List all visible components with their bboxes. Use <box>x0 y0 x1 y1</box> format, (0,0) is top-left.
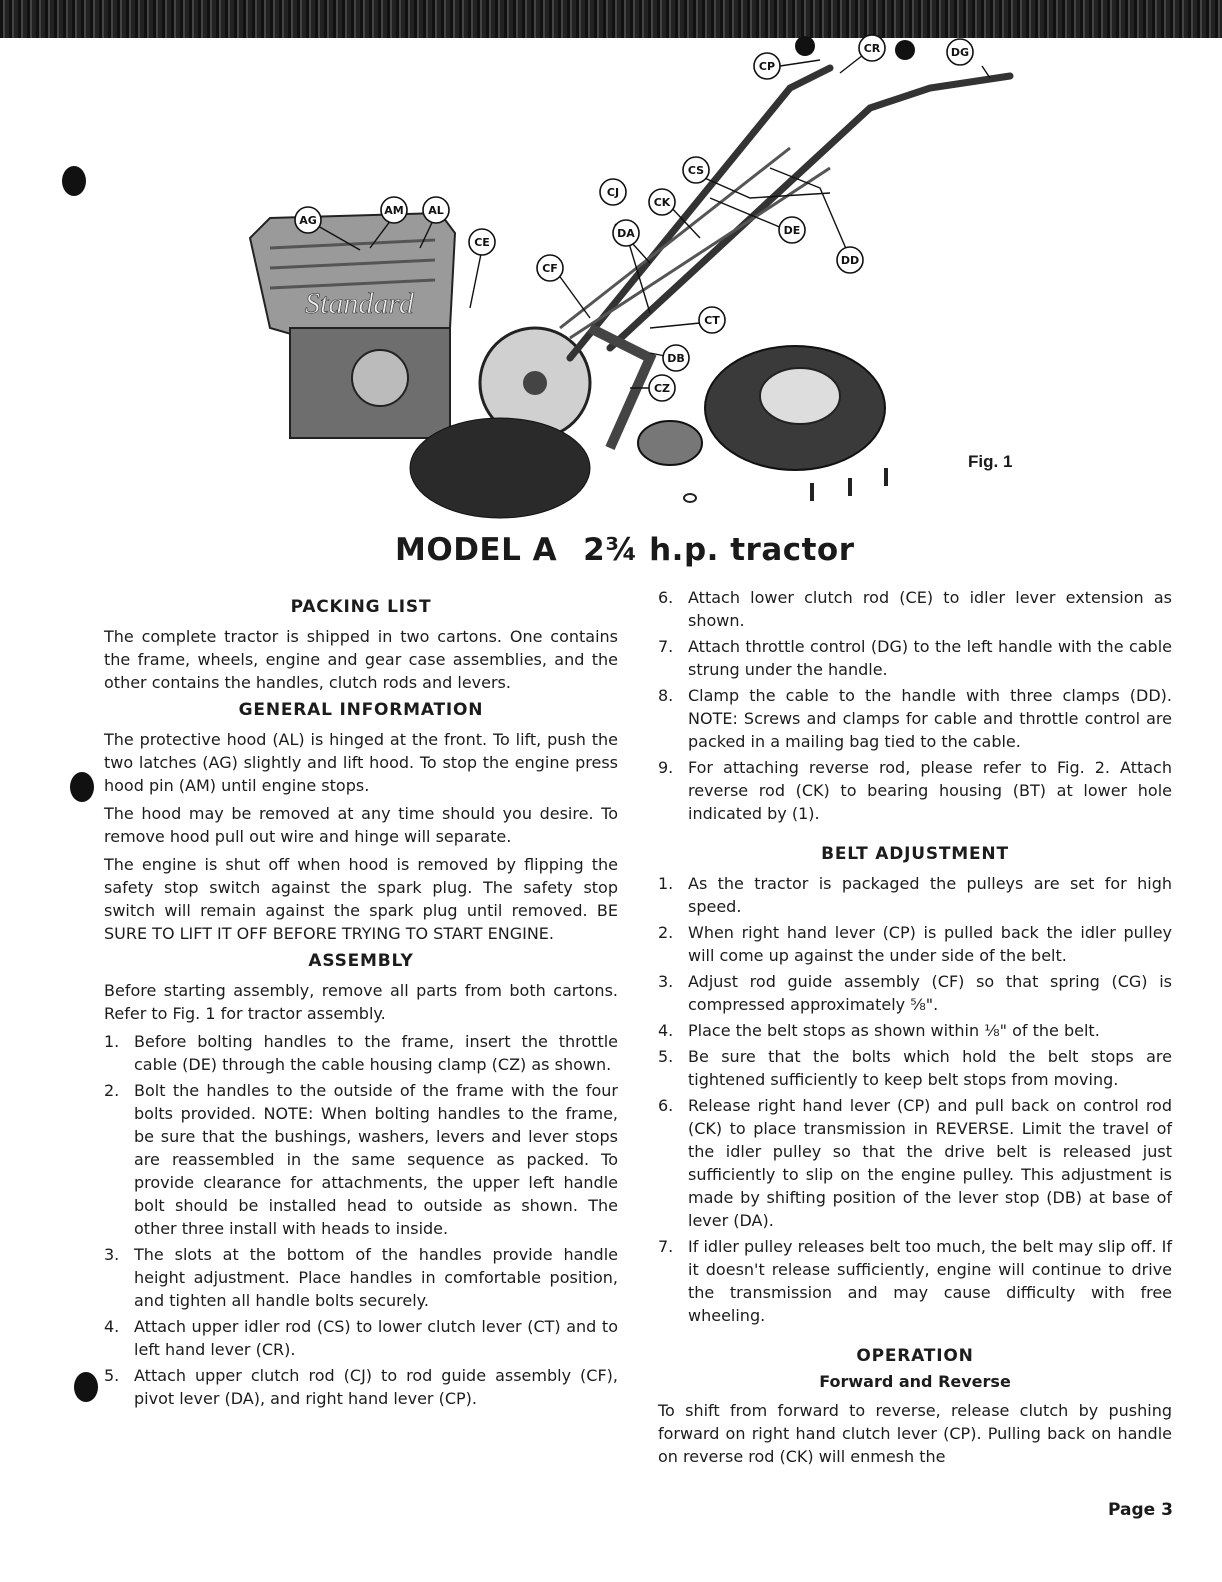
engine-pulley <box>352 350 408 406</box>
callout-CR <box>859 35 885 61</box>
belt-steps <box>658 872 1172 1327</box>
handle-bars <box>570 68 1010 358</box>
step-number: 2. <box>658 923 674 942</box>
step-text: Be sure that the bolts which hold the belt stops are tightened sufficiently to keep belt stops from moving. <box>688 1047 1172 1089</box>
step-text: Release right hand lever (CP) and pull back on control rod (CK) to place transmission in REVERSE. Limit the travel of the idler pulley so that the drive belt is released just sufficiently to slip on the engine pulley. This adjustment is made by shifting position of the lever stop (DB) at base of lever (DA). <box>688 1096 1172 1230</box>
packing-list-heading: PACKING LIST <box>290 597 432 617</box>
svg-text:AG: AG <box>299 214 317 227</box>
callout-DA <box>613 220 639 246</box>
svg-text:CT: CT <box>704 314 720 327</box>
callout-CS <box>683 157 709 183</box>
belt-step-4 <box>658 1019 1172 1042</box>
operation-text: To shift from forward to reverse, release clutch by pushing forward on right hand clutch lever (CP). Pulling back on handle on reverse rod (CK) will enmesh the <box>658 1401 1172 1466</box>
step-text: Adjust rod guide assembly (CF) so that spring (CG) is compressed approximately ⅝". <box>688 972 1172 1014</box>
assembly-step-1 <box>104 1030 618 1076</box>
svg-text:AL: AL <box>428 204 444 217</box>
grip-left <box>795 36 815 56</box>
step-text: Attach lower clutch rod (CE) to idler lever extension as shown. <box>688 588 1172 630</box>
assembly-step-4 <box>104 1315 618 1361</box>
callout-DG <box>947 39 973 65</box>
washer <box>684 494 696 502</box>
tractor-illustration <box>230 28 1060 528</box>
step-number: 4. <box>658 1021 674 1040</box>
left-column <box>104 592 618 1414</box>
assembly-step-5 <box>104 1364 618 1410</box>
callout-CF <box>537 255 563 281</box>
svg-text:DA: DA <box>617 227 635 240</box>
operation-heading: OPERATION <box>856 1346 974 1366</box>
step-text: Before bolting handles to the frame, insert the throttle cable (DE) through the cable housing clamp (CZ) as shown. <box>134 1032 618 1074</box>
general-info-p1: The protective hood (AL) is hinged at the front. To lift, push the two latches (AG) slightly and lift hood. To stop the engine press hood pin (AM) until engine stops. <box>104 730 618 795</box>
assembly-step-7 <box>658 635 1172 681</box>
step-number: 6. <box>658 1096 674 1115</box>
step-number: 4. <box>104 1317 120 1336</box>
callout-CK <box>649 189 675 215</box>
figure-label: Fig. 1 <box>968 452 1013 471</box>
step-text: If idler pulley releases belt too much, the belt may slip off. If it doesn't release sufficiently, engine will continue to drive the transmission and may cause difficulty with free wheeling. <box>688 1237 1172 1325</box>
assembly-steps-continued <box>658 586 1172 825</box>
binder-hole-top <box>62 166 86 196</box>
spare-tire-rim <box>760 368 840 424</box>
assembly-step-8 <box>658 684 1172 753</box>
binder-hole-bottom <box>74 1372 98 1402</box>
svg-text:CK: CK <box>653 196 671 209</box>
callout-CE <box>469 229 495 255</box>
belt-step-7 <box>658 1235 1172 1327</box>
belt-step-2 <box>658 921 1172 967</box>
callout-CP <box>754 53 780 79</box>
assembly-step-9 <box>658 756 1172 825</box>
svg-text:CE: CE <box>474 236 490 249</box>
step-text: For attaching reverse rod, please refer to Fig. 2. Attach reverse rod (CK) to bearing housing (BT) at lower hole indicated by (1). <box>688 758 1172 823</box>
svg-text:CF: CF <box>542 262 558 275</box>
callout-AM <box>381 197 407 223</box>
step-text: Attach throttle control (DG) to the left handle with the cable strung under the handle. <box>688 637 1172 679</box>
svg-text:CZ: CZ <box>653 382 671 395</box>
belt-step-5 <box>658 1045 1172 1091</box>
step-number: 7. <box>658 637 674 656</box>
step-number: 1. <box>104 1032 120 1051</box>
assembly-step-2 <box>104 1079 618 1240</box>
step-text: Attach upper clutch rod (CJ) to rod guide assembly (CF), pivot lever (DA), and right hand lever (CP). <box>134 1366 618 1408</box>
step-number: 1. <box>658 874 674 893</box>
assembly-steps <box>104 1030 618 1410</box>
svg-text:DD: DD <box>840 254 860 267</box>
packing-list-text: The complete tractor is shipped in two cartons. One contains the frame, wheels, engine and gear case assemblies, and the other contains the handles, clutch rods and levers. <box>104 627 618 692</box>
step-text: As the tractor is packaged the pulleys are set for high speed. <box>688 874 1172 916</box>
general-info-p3: The engine is shut off when hood is removed by flipping the safety stop switch against the spark plug. The safety stop switch will remain against the spark plug until removed. BE SURE TO LIFT IT OFF BEFORE TRYING TO START ENGINE. <box>104 855 618 943</box>
step-number: 3. <box>658 972 674 991</box>
callout-AL <box>423 197 449 223</box>
step-text: Bolt the handles to the outside of the frame with the four bolts provided. NOTE: When bolting handles to the frame, be sure that the bushings, washers, levers and lever stops are reassembled in the same sequence as packed. To provide clearance for attachments, the upper left handle bolt should be installed head to outside as shown. The other three install with heads to inside. <box>134 1081 618 1238</box>
right-column <box>658 586 1172 1473</box>
drive-wheel <box>410 418 590 518</box>
callout-CJ <box>600 179 626 205</box>
step-text: The slots at the bottom of the handles provide handle height adjustment. Place handles in comfortable position, and tighten all handle bolts securely. <box>134 1245 618 1310</box>
step-number: 3. <box>104 1245 120 1264</box>
belt-step-3 <box>658 970 1172 1016</box>
step-number: 8. <box>658 686 674 705</box>
callout-CT <box>699 307 725 333</box>
step-text: Attach upper idler rod (CS) to lower clutch lever (CT) and to left hand lever (CR). <box>134 1317 618 1359</box>
svg-text:DB: DB <box>667 352 685 365</box>
svg-text:DG: DG <box>950 46 970 59</box>
step-number: 6. <box>658 588 674 607</box>
general-info-heading: GENERAL INFORMATION <box>238 700 484 720</box>
tractor-figure <box>230 28 1060 528</box>
hub-cap <box>638 421 702 465</box>
svg-text:CJ: CJ <box>606 186 620 199</box>
hood-brand: Standard <box>305 287 414 320</box>
step-number: 5. <box>104 1366 120 1385</box>
assembly-step-6 <box>658 586 1172 632</box>
forward-reverse-subheading: Forward and Reverse <box>819 1372 1011 1391</box>
callout-DB <box>663 345 689 371</box>
svg-text:AM: AM <box>384 204 404 217</box>
assembly-intro: Before starting assembly, remove all parts from both cartons. Refer to Fig. 1 for tractor assembly. <box>104 981 618 1023</box>
step-text: When right hand lever (CP) is pulled back the idler pulley will come up against the under side of the belt. <box>688 923 1172 965</box>
general-info-p2: The hood may be removed at any time should you desire. To remove hood pull out wire and hinge will separate. <box>104 804 618 846</box>
step-number: 2. <box>104 1081 120 1100</box>
grip-right <box>895 40 915 60</box>
callout-AG <box>295 207 321 233</box>
callout-CZ <box>649 375 675 401</box>
step-number: 7. <box>658 1237 674 1256</box>
callout-DE <box>779 217 805 243</box>
step-text: Place the belt stops as shown within ⅛" of the belt. <box>688 1021 1100 1040</box>
main-pulley-hub <box>523 371 547 395</box>
callout-DD <box>837 247 863 273</box>
title-power: 2¾ h.p. tractor <box>583 532 855 568</box>
belt-step-6 <box>658 1094 1172 1232</box>
title-model: MODEL A <box>395 532 558 568</box>
svg-text:CR: CR <box>863 42 881 55</box>
belt-adjustment-heading: BELT ADJUSTMENT <box>821 844 1009 864</box>
svg-text:DE: DE <box>783 224 801 237</box>
binder-hole-middle <box>70 772 94 802</box>
step-number: 9. <box>658 758 674 777</box>
belt-step-1 <box>658 872 1172 918</box>
assembly-step-3 <box>104 1243 618 1312</box>
page-title <box>395 532 855 568</box>
svg-text:CP: CP <box>758 60 776 73</box>
svg-text:CS: CS <box>687 164 705 177</box>
step-number: 5. <box>658 1047 674 1066</box>
page-number: Page 3 <box>1108 1500 1173 1520</box>
assembly-heading: ASSEMBLY <box>308 951 414 971</box>
step-text: Clamp the cable to the handle with three clamps (DD). NOTE: Screws and clamps for cable and throttle control are packed in a mailing bag tied to the cable. <box>688 686 1172 751</box>
